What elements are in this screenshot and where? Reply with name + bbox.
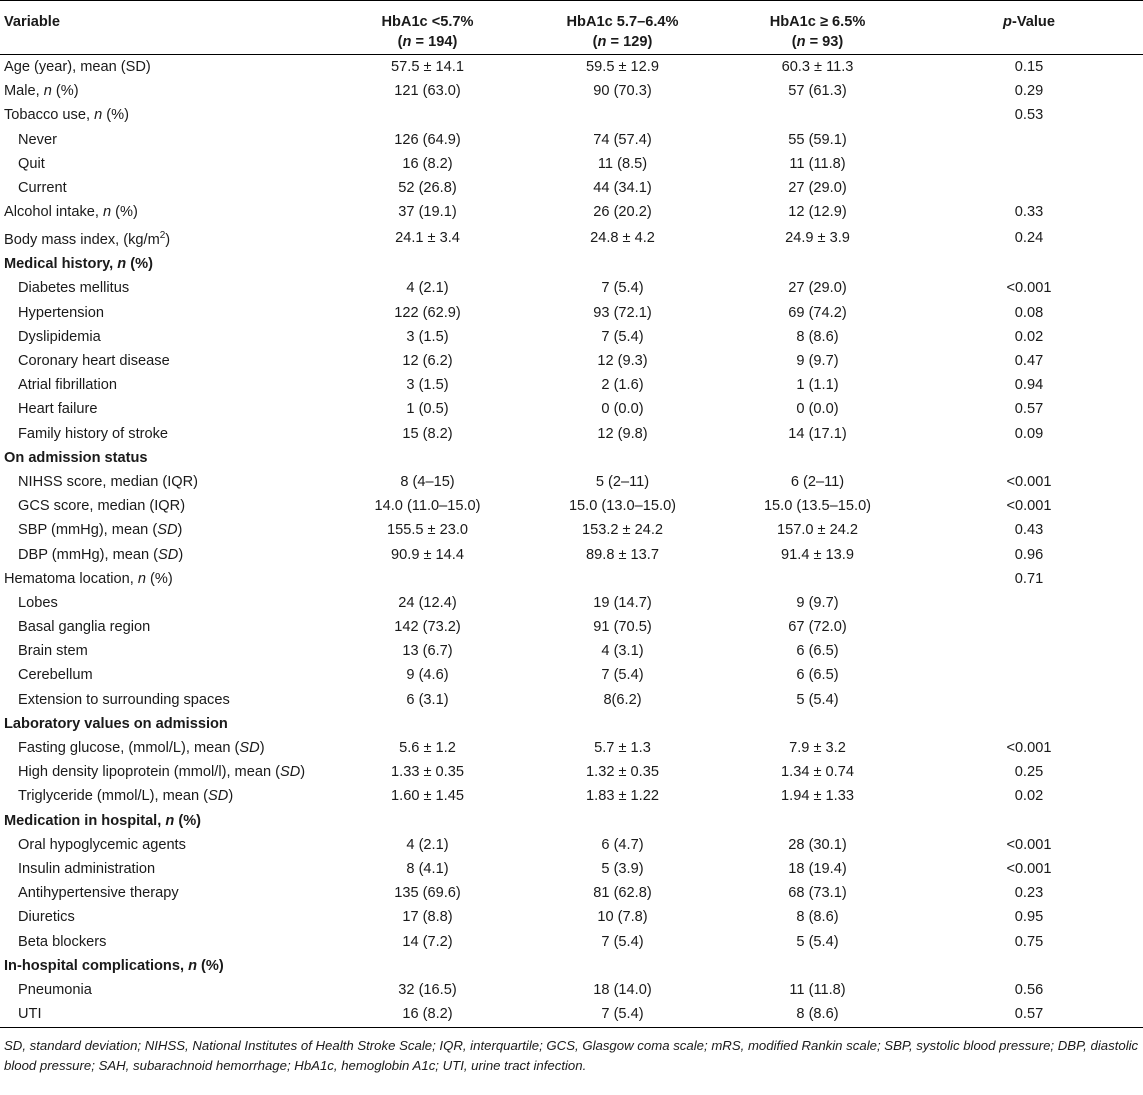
- table-row: [0, 200, 1143, 224]
- table-row: [0, 397, 1143, 421]
- table-row: [0, 736, 1143, 760]
- value-hba1c-mid: 1.32 ± 0.35: [586, 764, 659, 781]
- row-label: Family history of stroke: [18, 425, 169, 442]
- header-hba1c-low: [330, 1, 525, 55]
- row-label: Diuretics: [18, 909, 75, 926]
- table-row: [0, 760, 1143, 784]
- value-hba1c-low: 4 (2.1): [406, 836, 449, 853]
- value-hba1c-mid: 19 (14.7): [593, 594, 652, 611]
- value-p: 0.15: [1014, 59, 1044, 76]
- row-label: Alcohol intake, n (%): [4, 204, 138, 221]
- value-hba1c-mid: 59.5 ± 12.9: [586, 59, 659, 76]
- value-hba1c-low: [330, 954, 525, 978]
- table-header-row: [0, 1, 1143, 55]
- row-label: High density lipoprotein (mmol/l), mean (SD): [18, 764, 306, 781]
- header-hba1c-mid-title: HbA1c 5.7–6.4%: [566, 14, 679, 30]
- value-p: 0.95: [1014, 909, 1044, 926]
- value-hba1c-high: 12 (12.9): [788, 204, 847, 221]
- value-hba1c-low: 37 (19.1): [398, 204, 457, 221]
- value-hba1c-mid: 7 (5.4): [525, 1002, 720, 1028]
- section-header-row: [0, 252, 1143, 276]
- value-hba1c-low: [330, 252, 525, 276]
- table-row: [0, 349, 1143, 373]
- value-p: 0.25: [1014, 764, 1044, 781]
- row-label: Male, n (%): [4, 83, 79, 100]
- value-p: 0.43: [1014, 522, 1044, 539]
- table-row: [0, 421, 1143, 445]
- row-label: Antihypertensive therapy: [18, 885, 179, 902]
- value-hba1c-low: 16 (8.2): [402, 155, 453, 172]
- value-p: [915, 446, 1143, 470]
- section-header-row: [0, 808, 1143, 832]
- header-hba1c-high-title: HbA1c ≥ 6.5%: [769, 14, 866, 30]
- value-hba1c-low: 14 (7.2): [402, 933, 453, 950]
- value-p: <0.001: [1006, 860, 1052, 877]
- row-label: NIHSS score, median (IQR): [18, 473, 199, 490]
- row-label: In-hospital complications, n (%): [4, 957, 224, 974]
- value-hba1c-mid: [525, 567, 720, 591]
- section-header-row: [0, 712, 1143, 736]
- value-hba1c-mid: 18 (14.0): [593, 981, 652, 998]
- value-hba1c-mid: 91 (70.5): [593, 619, 652, 636]
- value-hba1c-mid: 10 (7.8): [597, 909, 648, 926]
- table-row: [0, 79, 1143, 103]
- row-label: Beta blockers: [18, 933, 107, 950]
- value-hba1c-high: 1.94 ± 1.33: [781, 788, 854, 805]
- value-hba1c-high: 8 (8.6): [796, 328, 839, 345]
- value-p: [915, 252, 1143, 276]
- table-row: [0, 857, 1143, 881]
- row-label: Atrial fibrillation: [18, 377, 117, 394]
- header-p-value: [915, 1, 1143, 55]
- value-hba1c-mid: 8(6.2): [603, 691, 642, 708]
- value-hba1c-mid: 93 (72.1): [593, 304, 652, 321]
- value-hba1c-mid: 5.7 ± 1.3: [594, 740, 651, 757]
- value-p: 0.24: [1014, 230, 1044, 247]
- value-p: 0.47: [1014, 353, 1044, 370]
- value-hba1c-high: 55 (59.1): [788, 131, 847, 148]
- table-body: [0, 55, 1143, 1028]
- row-label: Fasting glucose, (mmol/L), mean (SD): [18, 740, 265, 757]
- value-p: 0.02: [1014, 788, 1044, 805]
- value-p: 0.08: [1014, 304, 1044, 321]
- value-p: 0.71: [1014, 570, 1044, 587]
- table-row: [0, 470, 1143, 494]
- row-label: Never: [18, 131, 57, 148]
- row-label: Extension to surrounding spaces: [18, 691, 230, 708]
- value-hba1c-mid: 26 (20.2): [593, 204, 652, 221]
- value-hba1c-high: 157.0 ± 24.2: [776, 522, 859, 539]
- row-label: Dyslipidemia: [18, 328, 101, 345]
- value-p: [915, 808, 1143, 832]
- value-hba1c-high: 28 (30.1): [788, 836, 847, 853]
- value-hba1c-mid: [525, 712, 720, 736]
- table-row: [0, 833, 1143, 857]
- value-hba1c-low: 15 (8.2): [402, 425, 453, 442]
- value-hba1c-low: 8 (4–15): [400, 473, 455, 490]
- value-hba1c-mid: 15.0 (13.0–15.0): [568, 498, 677, 515]
- table-row: [0, 103, 1143, 127]
- value-hba1c-high: 68 (73.1): [788, 885, 847, 902]
- value-hba1c-mid: 153.2 ± 24.2: [581, 522, 664, 539]
- value-p: 0.57: [1014, 401, 1044, 418]
- value-hba1c-high: 5 (5.4): [796, 933, 839, 950]
- value-hba1c-mid: 24.8 ± 4.2: [590, 230, 655, 247]
- value-hba1c-high: 11 (11.8): [789, 981, 846, 998]
- value-hba1c-mid: 7 (5.4): [601, 933, 644, 950]
- table-row: [0, 224, 1143, 252]
- value-hba1c-high: 8 (8.6): [796, 909, 839, 926]
- value-hba1c-low: 122 (62.9): [394, 304, 461, 321]
- value-p: [915, 663, 1143, 687]
- row-label: Medication in hospital, n (%): [4, 812, 202, 829]
- value-p: [915, 176, 1143, 200]
- row-label: Body mass index, $(kg/m^2)$: [4, 230, 171, 249]
- table-row: [0, 152, 1143, 176]
- value-hba1c-mid: 7 (5.4): [601, 667, 644, 684]
- row-label: UTI: [0, 1002, 330, 1028]
- row-label: SBP (mmHg), mean (SD): [18, 522, 183, 539]
- value-hba1c-mid: 81 (62.8): [593, 885, 652, 902]
- value-hba1c-low: [330, 808, 525, 832]
- value-hba1c-mid: 5 (3.9): [601, 860, 644, 877]
- row-label: GCS score, median (IQR): [18, 498, 186, 515]
- header-hba1c-mid: [525, 1, 720, 55]
- header-variable-label: Variable: [4, 14, 60, 30]
- row-label: Medical history, n (%): [4, 256, 153, 273]
- value-p: <0.001: [1006, 473, 1052, 490]
- row-label: Cerebellum: [18, 667, 93, 684]
- header-hba1c-low-title: HbA1c <5.7%: [381, 14, 474, 30]
- value-hba1c-low: 24.1 ± 3.4: [395, 230, 460, 247]
- value-p: [915, 591, 1143, 615]
- row-label: Hypertension: [18, 304, 104, 321]
- value-hba1c-high: 69 (74.2): [788, 304, 847, 321]
- value-hba1c-mid: 90 (70.3): [593, 83, 652, 100]
- row-label: Age (year), mean (SD): [4, 59, 151, 76]
- row-label: Diabetes mellitus: [18, 280, 130, 297]
- value-p: 0.94: [1014, 377, 1044, 394]
- value-hba1c-mid: 5 (2–11): [595, 473, 650, 490]
- table-row: [0, 176, 1143, 200]
- value-hba1c-low: 8 (4.1): [406, 860, 449, 877]
- value-hba1c-mid: 2 (1.6): [601, 377, 644, 394]
- row-label: Hematoma location, n (%): [4, 570, 173, 587]
- value-hba1c-low: 14.0 (11.0–15.0): [374, 498, 481, 515]
- value-hba1c-high: 8 (8.6): [720, 1002, 915, 1028]
- value-hba1c-low: 155.5 ± 23.0: [386, 522, 469, 539]
- value-hba1c-low: 135 (69.6): [394, 885, 461, 902]
- header-hba1c-low-n: (n = 194): [397, 34, 458, 50]
- value-hba1c-low: 13 (6.7): [402, 643, 453, 660]
- row-label: Current: [18, 180, 67, 197]
- value-hba1c-mid: 74 (57.4): [593, 131, 652, 148]
- value-p: [915, 615, 1143, 639]
- value-p: [915, 639, 1143, 663]
- value-p: <0.001: [1006, 740, 1052, 757]
- value-hba1c-low: 52 (26.8): [398, 180, 457, 197]
- value-hba1c-high: 6 (6.5): [796, 643, 839, 660]
- row-label: Laboratory values on admission: [4, 715, 228, 732]
- value-p: 0.57: [915, 1002, 1143, 1028]
- table-row: [0, 639, 1143, 663]
- value-hba1c-low: [330, 446, 525, 470]
- table-row: [0, 978, 1143, 1002]
- value-hba1c-high: [720, 954, 915, 978]
- table-row: [0, 663, 1143, 687]
- value-hba1c-high: 57 (61.3): [788, 83, 847, 100]
- value-p: 0.75: [1014, 933, 1044, 950]
- value-hba1c-high: [720, 446, 915, 470]
- value-p: [915, 688, 1143, 712]
- value-hba1c-mid: 1.83 ± 1.22: [586, 788, 659, 805]
- table-row: [0, 929, 1143, 953]
- value-hba1c-high: [720, 808, 915, 832]
- table-row: [0, 591, 1143, 615]
- value-hba1c-low: 1 (0.5): [406, 401, 449, 418]
- value-hba1c-high: 6 (6.5): [796, 667, 839, 684]
- value-hba1c-mid: 7 (5.4): [601, 328, 644, 345]
- row-label: Heart failure: [18, 401, 98, 418]
- value-p: 0.02: [1014, 328, 1044, 345]
- value-hba1c-high: 7.9 ± 3.2: [789, 740, 846, 757]
- value-hba1c-mid: [525, 808, 720, 832]
- value-hba1c-low: 121 (63.0): [394, 83, 461, 100]
- value-hba1c-high: 91.4 ± 13.9: [781, 546, 854, 563]
- row-label: Pneumonia: [18, 981, 92, 998]
- value-hba1c-mid: 12 (9.3): [597, 353, 648, 370]
- value-hba1c-mid: [525, 446, 720, 470]
- section-header-row: [0, 446, 1143, 470]
- table-row: [0, 567, 1143, 591]
- value-hba1c-mid: 4 (3.1): [601, 643, 644, 660]
- value-hba1c-low: 4 (2.1): [406, 280, 449, 297]
- value-hba1c-low: 1.33 ± 0.35: [391, 764, 464, 781]
- value-hba1c-high: 60.3 ± 11.3: [781, 59, 854, 76]
- value-hba1c-high: 18 (19.4): [788, 860, 847, 877]
- value-p: 0.96: [1014, 546, 1044, 563]
- table-row: [0, 494, 1143, 518]
- table-row: [0, 518, 1143, 542]
- value-hba1c-high: 0 (0.0): [796, 401, 839, 418]
- value-hba1c-low: [330, 567, 525, 591]
- value-p: 0.53: [1014, 107, 1044, 124]
- header-hba1c-mid-n: (n = 129): [592, 34, 653, 50]
- value-hba1c-high: 1.34 ± 0.74: [781, 764, 854, 781]
- table-row: [0, 615, 1143, 639]
- table-row: [0, 301, 1143, 325]
- value-hba1c-low: 17 (8.8): [402, 909, 453, 926]
- row-label: Tobacco use, n (%): [4, 107, 129, 124]
- value-p: 0.23: [1014, 885, 1044, 902]
- table-row: [0, 784, 1143, 808]
- value-hba1c-low: 3 (1.5): [406, 377, 449, 394]
- value-hba1c-high: 9 (9.7): [796, 594, 839, 611]
- value-hba1c-low: 57.5 ± 14.1: [391, 59, 464, 76]
- value-hba1c-high: 11 (11.8): [789, 155, 846, 172]
- table-row: [0, 1002, 1143, 1028]
- value-hba1c-high: 6 (2–11): [790, 473, 845, 490]
- value-p: [915, 954, 1143, 978]
- value-p: [915, 712, 1143, 736]
- value-hba1c-low: 9 (4.6): [406, 667, 449, 684]
- value-hba1c-mid: [525, 954, 720, 978]
- row-label: Quit: [18, 155, 45, 172]
- value-hba1c-low: [330, 712, 525, 736]
- header-variable: [0, 1, 330, 55]
- table-row: [0, 128, 1143, 152]
- value-hba1c-high: 27 (29.0): [788, 280, 847, 297]
- table-row: [0, 905, 1143, 929]
- value-hba1c-low: 16 (8.2): [330, 1002, 525, 1028]
- row-label: DBP (mmHg), mean (SD): [18, 546, 184, 563]
- value-hba1c-high: 5 (5.4): [796, 691, 839, 708]
- header-hba1c-high: [720, 1, 915, 55]
- value-hba1c-mid: 11 (8.5): [597, 155, 648, 172]
- value-p: <0.001: [1006, 836, 1052, 853]
- table-row: [0, 542, 1143, 566]
- value-hba1c-high: 24.9 ± 3.9: [785, 230, 850, 247]
- value-p: <0.001: [1006, 498, 1052, 515]
- row-label: Coronary heart disease: [18, 353, 170, 370]
- header-hba1c-high-n: (n = 93): [791, 34, 844, 50]
- value-hba1c-low: 90.9 ± 14.4: [391, 546, 464, 563]
- value-hba1c-mid: 7 (5.4): [601, 280, 644, 297]
- value-p: <0.001: [1006, 280, 1052, 297]
- value-hba1c-mid: 0 (0.0): [601, 401, 644, 418]
- section-header-row: [0, 954, 1143, 978]
- value-hba1c-high: [720, 712, 915, 736]
- value-hba1c-low: 6 (3.1): [406, 691, 449, 708]
- value-hba1c-low: 142 (73.2): [394, 619, 461, 636]
- value-hba1c-high: 9 (9.7): [796, 353, 839, 370]
- value-hba1c-low: 3 (1.5): [406, 328, 449, 345]
- value-hba1c-mid: 6 (4.7): [601, 836, 644, 853]
- table-row: [0, 55, 1143, 80]
- table-row: [0, 688, 1143, 712]
- value-p: 0.09: [1014, 425, 1044, 442]
- value-p: 0.33: [1014, 204, 1044, 221]
- value-hba1c-mid: [525, 103, 720, 127]
- value-hba1c-low: 1.60 ± 1.45: [391, 788, 464, 805]
- table-row: [0, 373, 1143, 397]
- value-hba1c-high: 1 (1.1): [796, 377, 839, 394]
- value-hba1c-mid: [525, 252, 720, 276]
- value-hba1c-high: [720, 567, 915, 591]
- row-label: Brain stem: [18, 643, 88, 660]
- value-hba1c-high: [720, 252, 915, 276]
- table-row: [0, 325, 1143, 349]
- value-hba1c-high: 14 (17.1): [788, 425, 847, 442]
- value-hba1c-high: 27 (29.0): [788, 180, 847, 197]
- value-p: [915, 128, 1143, 152]
- value-hba1c-high: [720, 103, 915, 127]
- row-label: Triglyceride (mmol/L), mean (SD): [18, 788, 234, 805]
- row-label: Insulin administration: [18, 860, 156, 877]
- value-hba1c-low: 12 (6.2): [402, 353, 453, 370]
- value-hba1c-mid: 12 (9.8): [597, 425, 648, 442]
- value-hba1c-low: 126 (64.9): [394, 131, 461, 148]
- value-hba1c-low: 24 (12.4): [398, 594, 457, 611]
- value-hba1c-low: 32 (16.5): [398, 981, 457, 998]
- table-row: [0, 276, 1143, 300]
- value-hba1c-low: 5.6 ± 1.2: [399, 740, 456, 757]
- value-hba1c-mid: 44 (34.1): [593, 180, 652, 197]
- value-p: [915, 152, 1143, 176]
- value-hba1c-mid: 89.8 ± 13.7: [586, 546, 659, 563]
- row-label: Basal ganglia region: [18, 619, 151, 636]
- value-p: 0.29: [1014, 83, 1044, 100]
- table-footnote: SD, standard deviation; NIHSS, National Institutes of Health Stroke Scale; IQR, interquartile; GCS, Glasgow coma scale; mRS, modified Rankin scale; SBP, systolic blood pressure; DBP, diastolic blood pressure; SAH, subarachnoid hemorrhage; HbA1c, hemoglobin A1c; UTI, urine tract infection.: [4, 1037, 1139, 1073]
- row-label: Lobes: [18, 594, 58, 611]
- table-row: [0, 881, 1143, 905]
- header-p-value-label: p-Value: [1003, 14, 1055, 30]
- row-label: On admission status: [4, 449, 148, 466]
- value-hba1c-low: [330, 103, 525, 127]
- value-hba1c-high: 15.0 (13.5–15.0): [763, 498, 872, 515]
- row-label: Oral hypoglycemic agents: [18, 836, 186, 853]
- value-p: 0.56: [1014, 981, 1044, 998]
- value-hba1c-high: 67 (72.0): [788, 619, 847, 636]
